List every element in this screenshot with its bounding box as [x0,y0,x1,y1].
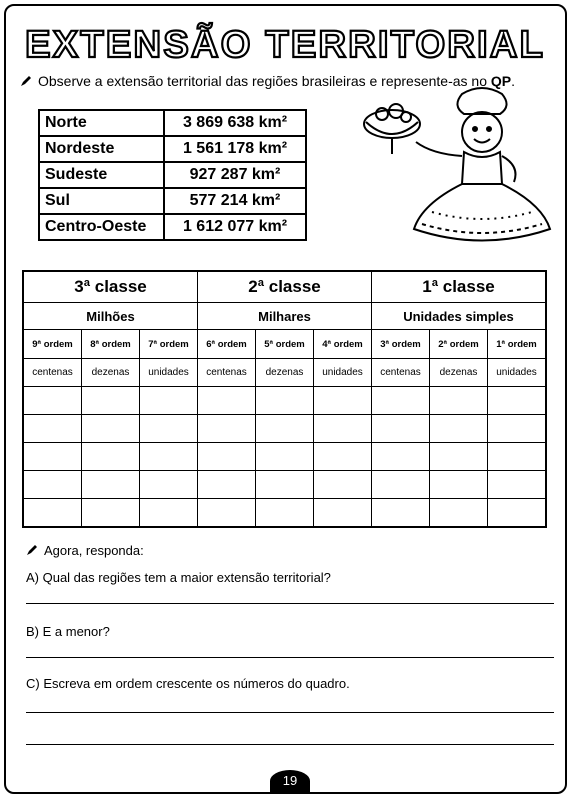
answer-cell[interactable] [256,443,314,471]
region-area: 927 287 km² [164,162,306,188]
group-header: Milhares [198,303,372,330]
answer-cell[interactable] [198,471,256,499]
answer-cell[interactable] [430,387,488,415]
unit-header: dezenas [430,359,488,387]
answer-row [23,471,546,499]
question-c: C) Escreva em ordem crescente os números do quadro. [26,676,350,691]
group-header: Milhões [23,303,198,330]
answer-cell[interactable] [198,499,256,528]
answer-cell[interactable] [314,443,372,471]
answer-cell[interactable] [314,387,372,415]
answer-cell[interactable] [198,387,256,415]
page-number: 19 [270,770,310,792]
unit-header: unidades [488,359,547,387]
unit-header: centenas [372,359,430,387]
unit-header: unidades [140,359,198,387]
answer-cell[interactable] [23,471,82,499]
order-header: 2ª ordem [430,330,488,359]
answer-cell[interactable] [140,387,198,415]
answer-cell[interactable] [314,471,372,499]
answer-cell[interactable] [82,415,140,443]
answer-cell[interactable] [372,415,430,443]
unit-header: dezenas [82,359,140,387]
answer-cell[interactable] [140,443,198,471]
table-row [39,110,306,136]
answer-cell[interactable] [256,499,314,528]
answer-row [23,443,546,471]
answer-cell[interactable] [140,415,198,443]
answer-cell[interactable] [82,499,140,528]
title-text: EXTENSÃO TERRITORIAL [25,24,540,66]
order-header: 8ª ordem [82,330,140,359]
order-header: 6ª ordem [198,330,256,359]
question-a: A) Qual das regiões tem a maior extensão territorial? [26,570,331,585]
answer-cell[interactable] [372,471,430,499]
region-name: Sudeste [39,162,164,188]
answer-cell[interactable] [430,499,488,528]
table-row [39,136,306,162]
answer-cell[interactable] [430,471,488,499]
cartoon-girl-illustration [352,84,552,254]
instruction-qp: QP [490,73,512,89]
order-header: 5ª ordem [256,330,314,359]
answer-cell[interactable] [198,415,256,443]
answer-cell[interactable] [23,499,82,528]
answer-cell[interactable] [314,415,372,443]
unit-header: centenas [23,359,82,387]
answer-cell[interactable] [488,415,547,443]
order-header: 3ª ordem [372,330,430,359]
pencil-icon [26,544,38,556]
answer-cell[interactable] [488,387,547,415]
question-b: B) E a menor? [26,624,110,639]
table-row [39,162,306,188]
table-row [23,330,546,359]
order-header: 1ª ordem [488,330,547,359]
answer-cell[interactable] [23,387,82,415]
answer-cell[interactable] [256,387,314,415]
instruction-text: Observe a extensão territorial das regiões brasileiras e represente-as no [38,73,491,89]
answer-cell[interactable] [23,415,82,443]
regions-table [38,109,307,241]
region-name: Nordeste [39,136,164,162]
instruction-end: . [511,73,516,89]
answer-cell[interactable] [488,443,547,471]
answer-cell[interactable] [82,471,140,499]
answer-line-c1[interactable] [26,712,554,713]
answer-cell[interactable] [82,443,140,471]
region-name: Centro-Oeste [39,214,164,240]
answer-cell[interactable] [23,443,82,471]
order-header: 7ª ordem [140,330,198,359]
questions-intro [26,543,144,558]
answer-cell[interactable] [82,387,140,415]
unit-header: unidades [314,359,372,387]
region-area: 577 214 km² [164,188,306,214]
table-row [23,359,546,387]
table-row [39,188,306,214]
answer-row [23,415,546,443]
answer-cell[interactable] [488,499,547,528]
region-area: 3 869 638 km² [164,110,306,136]
table-row [23,271,546,303]
answer-line-a[interactable] [26,603,554,604]
answer-cell[interactable] [430,443,488,471]
answer-cell[interactable] [372,443,430,471]
answer-cell[interactable] [430,415,488,443]
pencil-icon [20,75,32,87]
answer-cell[interactable] [140,471,198,499]
table-row [39,214,306,240]
answer-cell[interactable] [314,499,372,528]
answer-row [23,499,546,528]
page-title [20,20,550,66]
answer-cell[interactable] [372,499,430,528]
unit-header: dezenas [256,359,314,387]
answer-line-c2[interactable] [26,744,554,745]
class-header: 1ª classe [372,271,547,303]
region-area: 1 561 178 km² [164,136,306,162]
place-value-table [22,270,547,528]
order-header: 9ª ordem [23,330,82,359]
region-name: Sul [39,188,164,214]
answer-cell[interactable] [488,471,547,499]
answer-cell[interactable] [198,443,256,471]
answer-line-b[interactable] [26,657,554,658]
region-area: 1 612 077 km² [164,214,306,240]
questions-intro-text: Agora, responda: [44,543,144,558]
answer-cell[interactable] [256,471,314,499]
order-header: 4ª ordem [314,330,372,359]
answer-cell[interactable] [140,499,198,528]
class-header: 2ª classe [198,271,372,303]
answer-cell[interactable] [372,387,430,415]
answer-row [23,387,546,415]
table-row [23,303,546,330]
class-header: 3ª classe [23,271,198,303]
unit-header: centenas [198,359,256,387]
region-name: Norte [39,110,164,136]
group-header: Unidades simples [372,303,547,330]
answer-cell[interactable] [256,415,314,443]
